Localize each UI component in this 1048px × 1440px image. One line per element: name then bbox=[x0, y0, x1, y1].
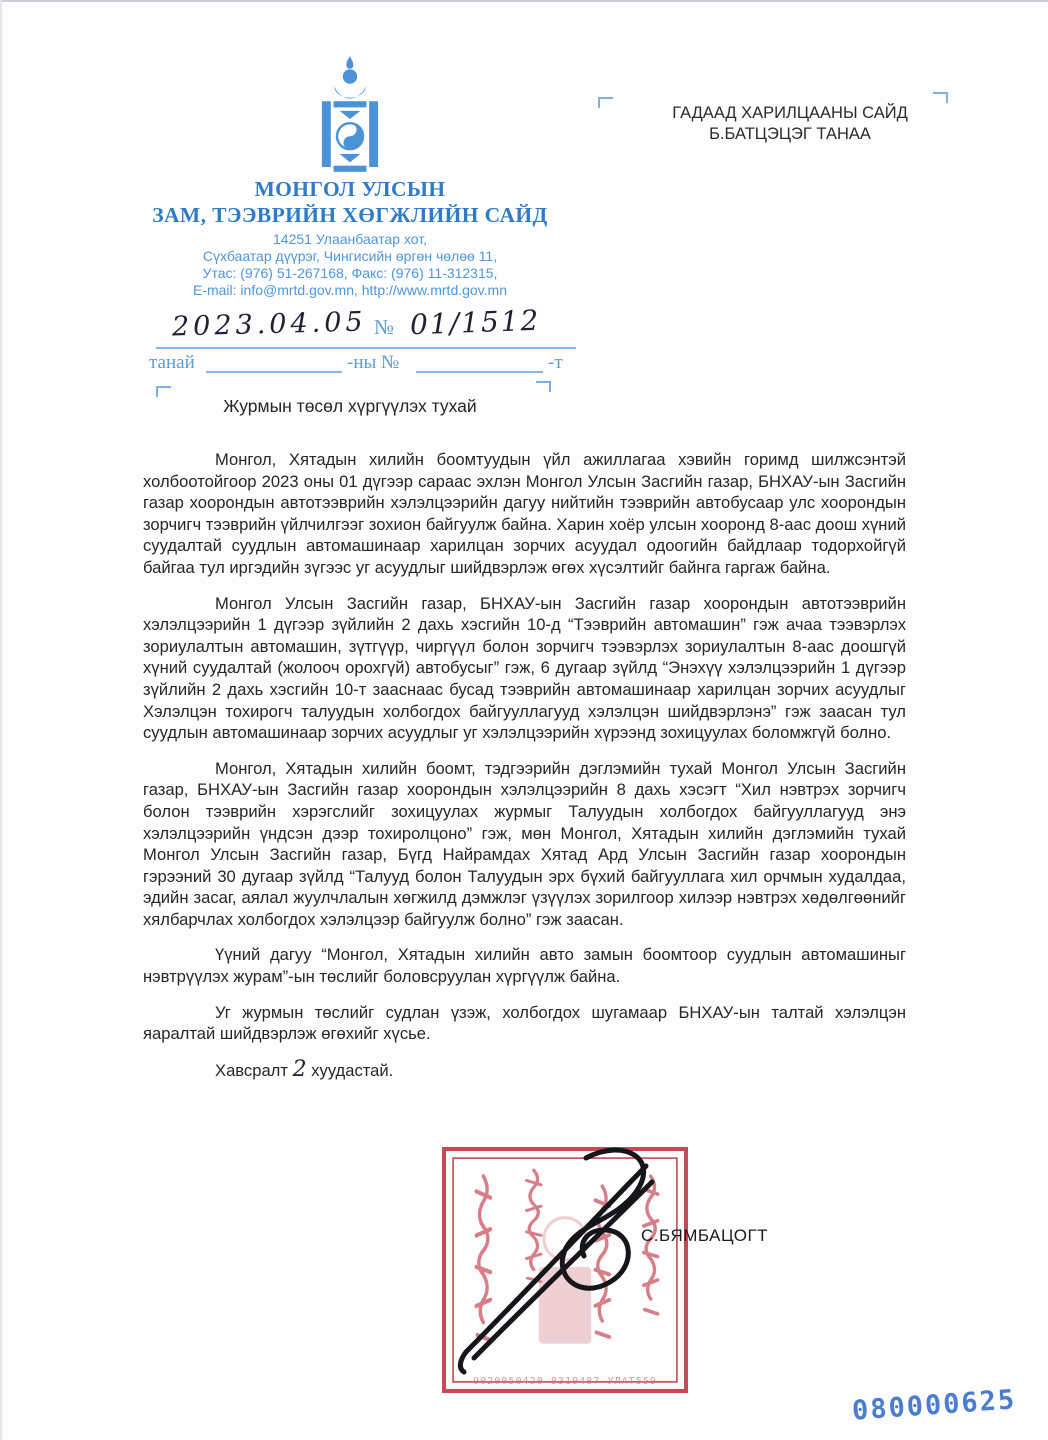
letter-body bbox=[143, 449, 906, 1095]
letterhead-address-line: 14251 Улаанбаатар хот, bbox=[273, 231, 427, 247]
attachment-number-handwritten: 2 bbox=[292, 1056, 307, 1082]
scan-edge bbox=[0, 0, 2, 1440]
letterhead-org-name bbox=[70, 176, 630, 228]
your-ref-middle: -ны № bbox=[347, 352, 400, 373]
ref-number-handwritten: 01/1512 bbox=[409, 303, 541, 342]
corner-bracket-icon bbox=[598, 97, 613, 108]
corner-bracket-icon bbox=[933, 92, 948, 103]
ref-underline bbox=[156, 329, 576, 349]
ref-date-handwritten: 2023.04.05 bbox=[171, 306, 367, 343]
attachment-prefix: Хавсралт bbox=[215, 1060, 288, 1080]
signatory-name: С.БЯМБАЦОГТ bbox=[641, 1226, 769, 1245]
soyombo-emblem bbox=[314, 56, 386, 178]
corner-bracket-icon bbox=[536, 381, 551, 392]
your-ref-suffix: -т bbox=[548, 352, 563, 373]
letterhead-org-line2: ЗАМ, ТЭЭВРИЙН ХӨГЖЛИЙН САЙД bbox=[152, 203, 548, 227]
recipient-line2: Б.БАТЦЭЦЭГ ТАНАА bbox=[709, 125, 871, 143]
attachment-line bbox=[143, 1056, 906, 1082]
subject-title: Журмын төсөл хүргүүлэх тухай bbox=[223, 396, 477, 416]
letterhead-address-line: E-mail: info@mrtd.gov.mn, http://www.mrtd.gov.mn bbox=[192, 282, 507, 298]
letterhead-address-line: Сүхбаатар дүүрэг, Чингисийн өргөн чөлөө 11, bbox=[202, 248, 498, 264]
document-serial-number: 080000625 bbox=[851, 1384, 1018, 1427]
stamp-serial-text: 9020050420 8319487 УЛАТ559 bbox=[473, 1375, 657, 1387]
scan-edge bbox=[0, 0, 1048, 2]
body-paragraph: Үүний дагуу “Монгол, Хятадын хилийн авто замын боомтоор суудлын автомашиныг нэвтрүүлэх журам”-ын төслийг боловсруулан хүргүүлж байна. bbox=[143, 945, 906, 987]
your-ref-blank bbox=[416, 353, 543, 373]
your-ref-blank bbox=[206, 353, 342, 373]
recipient-block bbox=[636, 103, 944, 145]
signature-scribble bbox=[438, 1140, 678, 1380]
your-ref-label: танай bbox=[149, 352, 195, 373]
body-paragraph: Уг журмын төслийг судлан үзэж, холбогдох шугамаар БНХАУ-ын талтай хэлэлцэн яаралтай шийдвэрлэж өгөхийг хүсье. bbox=[143, 1002, 906, 1044]
body-paragraph: Монгол Улсын Засгийн газар, БНХАУ-ын Засгийн газар хоорондын автотээврийн хэлэлцээрийн 1 дүгээр зүйлийн 2 дахь хэсгийн 10-д “Тээврийн автомашин” гэж ачаа тээвэрлэх зориулалтын автомашин, зүтгүүр, чиргүүл болон зорчигч тээвэрлэх зориулалтын 8-аас доошгүй хүний суудалтай (жолооч орохгүй) автобусыг” гэж, 6 дугаар зүйлд “Энэхүү хэлэлцээрийн 1 дүгээр зүйлийн 2 дахь хэсгийн 10-т зааснаас бусад тээврийн автомашинаар харилцан зорчих асуудлыг Хэлэлцэн тохирогч талуудын холбогдох байгууллагууд хэлэлцэн шийдвэрлэнэ” гэж заасан тул суудлын автомашинаар зорчих асуудлыг уг хэлэлцээрийн хүрээнд зохицуулах боломжгүй болно. bbox=[143, 593, 906, 743]
body-paragraph: Монгол, Хятадын хилийн боомтуудын үйл ажиллагаа хэвийн горимд шилжсэнтэй холбоотойгоор 2023 оны 01 дүгээр сараас эхлэн Монгол Улсын Засгийн газар, БНХАУ-ын Засгийн газар хоорондын автотээврийн хэлэлцээрийн дагуу нийтийн тээврийн автобусаар улс хоорондын зорчигч тээврийн үйлчилгээг зохион байгуулж байна. Харин хоёр улсын хооронд 8-аас доош хүний суудалтай суудлын автомашинаар харилцан зорчих асуудал одоогийн байдлаар тодорхойгүй байгаа тул иргэдийн зүгээс уг асуудлыг шийдвэрлэж өгөх хүсэлтийг байнга гаргаж байна. bbox=[143, 450, 906, 577]
ref-no-symbol: № bbox=[374, 315, 395, 339]
letterhead-address-line: Утас: (976) 51-267168, Факс: (976) 11-312315, bbox=[202, 265, 498, 281]
recipient-line1: ГАДААД ХАРИЛЦААНЫ САЙД bbox=[672, 104, 908, 122]
attachment-suffix: хуудастай. bbox=[311, 1060, 394, 1080]
letterhead-address bbox=[70, 231, 630, 299]
letterhead-org-line1: МОНГОЛ УЛСЫН bbox=[254, 177, 446, 201]
body-paragraph: Монгол, Хятадын хилийн боомт, тэдгээрийн дэглэмийн тухай Монгол Улсын Засгийн газар, БНХАУ-ын Засгийн газар хоорондын хэлэлцээрийн 8 дахь хэсэгт “Хил нэвтрэх зорчигч болон тээврийн хэрэгслийг зохицуулах журмыг Талуудын холбогдох байгууллагууд энэ хэлэлцээрийн үндсэн дээр тохиролцоно” гэж, мөн Монгол, Хятадын хилийн дэглэмийн тухай Монгол Улсын Засгийн газар, Бүгд Найрамдах Хятад Ард Улсын Засгийн газар хоорондын гэрээний 30 дугаар зүйлд “Талууд болон Талуудын эрх бүхий байгууллага хил орчмын худалдаа, эдийн засаг, аялал жуулчлалын хөгжилд дэмжлэг үзүүлэх зорилгоор хилээр нэвтрэх хөдөлгөөнийг хялбарчлах холбогдох хэлэлцээр байгуулж болно” гэж заасан. bbox=[143, 758, 906, 929]
